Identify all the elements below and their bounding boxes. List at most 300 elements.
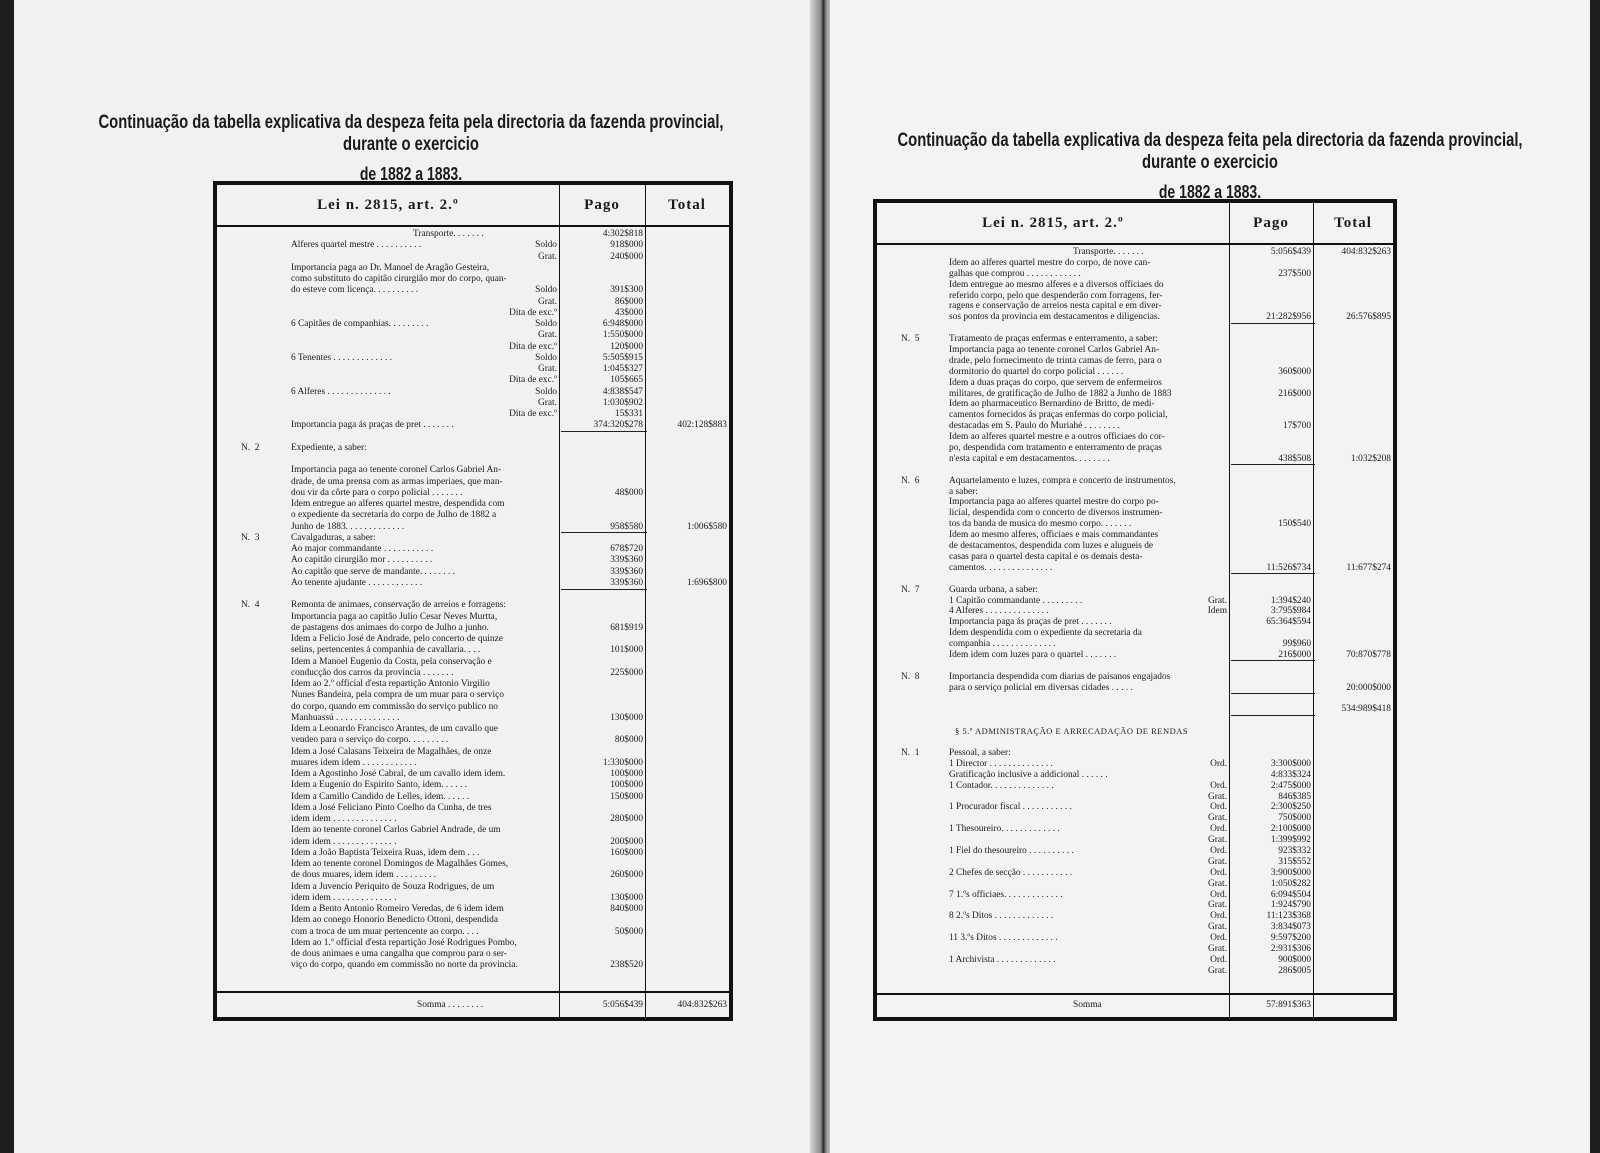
pago-value: 1:045$327	[602, 364, 643, 374]
pago-value: 260$000	[610, 870, 643, 881]
pago-value: 339$360	[610, 566, 643, 577]
item-description: Nunes Bandeira, pela compra de um muar para o serviço	[291, 690, 504, 701]
table-row	[217, 713, 729, 724]
pago-value: 5:056$439	[1270, 247, 1311, 257]
table-row	[877, 606, 1393, 617]
table-row	[217, 814, 729, 825]
pago-value: 6:094$504	[1270, 889, 1311, 900]
left-footer-label: Somma . . . . . . . .	[417, 1000, 484, 1010]
table-row	[877, 966, 1393, 977]
item-description: viço do corpo, quando em commissão no norte da provincia.	[291, 960, 518, 971]
item-description: n'esta capital e em destacamentos. . . . . . . .	[949, 453, 1110, 464]
table-row	[877, 715, 1393, 726]
item-description: Importancia paga ao Dr. Manoel de Aragão Gesteira,	[291, 262, 490, 273]
item-description: Importancia paga ás praças de pret . . . . . . .	[291, 420, 454, 431]
pago-value: 48$000	[614, 487, 643, 498]
right-footer-label: Somma	[1073, 1000, 1102, 1010]
total-value: 1:032$208	[1350, 453, 1391, 464]
item-description: 1 Archivista . . . . . . . . . . . . .	[949, 954, 1056, 965]
table-row	[217, 319, 729, 330]
pago-value: 150$000	[610, 791, 643, 802]
right-header-total: Total	[1334, 215, 1372, 231]
table-row	[877, 443, 1393, 454]
table-row	[217, 443, 729, 454]
total-value: 402:128$883	[677, 420, 727, 431]
item-description: Idem a Bento Antonio Romeiro Veredas, de 6 idem idem	[291, 904, 504, 914]
table-row	[217, 623, 729, 634]
pay-type-label: Ord.	[1210, 954, 1227, 965]
item-description: idem idem . . . . . . . . . . . . . .	[291, 892, 397, 903]
table-row	[217, 263, 729, 274]
item-description: para o serviço policial em diversas cidades . . . . .	[949, 682, 1133, 693]
item-description: Idem ao 1.º official d'esta repartição José Rodrigues Pombo,	[291, 937, 517, 948]
table-row	[877, 312, 1393, 323]
item-description: casas para o quartel desta capital e os demais desta-	[949, 551, 1143, 562]
pago-value: 958$580	[610, 521, 643, 532]
pago-value: 240$000	[610, 251, 643, 262]
item-description: Importancia paga ao capitão Julio Cesar Neves Murtta,	[291, 611, 498, 622]
table-row	[877, 301, 1393, 312]
pago-value: 21:282$956	[1266, 312, 1311, 323]
table-row	[217, 285, 729, 296]
item-description: Guarda urbana, a saber:	[949, 584, 1039, 595]
pay-type-label: Soldo	[535, 240, 557, 251]
table-row	[877, 650, 1393, 661]
table-row	[217, 364, 729, 375]
item-description: Tratamento de praças enfermas e enterramento, a saber:	[949, 334, 1158, 345]
table-row	[877, 933, 1393, 944]
item-description: po, despendida com tratamento e enterramento de praças	[949, 443, 1162, 454]
table-row	[217, 825, 729, 836]
item-description: 1 Capitão commandante . . . . . . . . .	[949, 595, 1083, 606]
pago-value: 923$332	[1278, 845, 1311, 856]
table-row	[217, 859, 729, 870]
item-description: de pastagens dos animaes do corpo de Julho a junho.	[291, 622, 489, 633]
pago-value: 216$000	[1278, 649, 1311, 660]
item-description: companhia . . . . . . . . . . . . . .	[949, 639, 1056, 650]
pago-value: 3:795$984	[1270, 606, 1311, 617]
table-row	[877, 563, 1393, 574]
pay-type-label: Ord.	[1210, 780, 1227, 791]
pago-value: 1:399$992	[1270, 835, 1311, 846]
pago-value: 750$000	[1278, 813, 1311, 824]
table-row	[217, 555, 729, 566]
item-description: dormitorio do quartel do corpo policial . . . . . .	[949, 366, 1124, 377]
table-row	[217, 792, 729, 803]
total-value: 20:000$000	[1346, 682, 1391, 693]
pago-value: 9:597$200	[1270, 933, 1311, 944]
table-row	[877, 367, 1393, 378]
pago-value: 681$919	[610, 622, 643, 633]
table-row	[217, 387, 729, 398]
pago-value: 1:330$000	[602, 757, 643, 768]
pay-type-label: Ord.	[1210, 933, 1227, 944]
item-description: do esteve com licença. . . . . . . . . .	[291, 285, 419, 296]
left-expense-table	[214, 182, 732, 1020]
right-header-law: Lei n. 2815, art. 2.º	[982, 215, 1124, 231]
left-title-line1: Continuação da tabella explicativa da despeza feita pela directoria da fazenda provincial, durante o exercicio	[98, 112, 724, 155]
pay-type-label: Grat.	[1207, 835, 1227, 846]
left-footer-pago: 5:056$439	[602, 1000, 643, 1010]
item-description: 6 Capitães de companhias. . . . . . . . .	[291, 319, 429, 329]
table-row	[877, 345, 1393, 356]
pay-type-label: Soldo	[535, 386, 557, 397]
pago-value: 11:526$734	[1266, 562, 1311, 573]
item-description: vendeo para o serviço do corpo. . . . . . . . .	[291, 735, 449, 746]
pay-type-label: Dita de exc.º	[509, 341, 557, 352]
table-row	[217, 567, 729, 578]
pago-value: 391$300	[610, 285, 643, 296]
item-description: Transporte. . . . . . .	[1073, 247, 1144, 257]
table-row	[877, 781, 1393, 792]
item-description: drade, pelo fornecimento de trinta camas de ferro, para o	[949, 355, 1162, 366]
item-description: Idem a Camillo Candido de Lelles, idem. . . . . .	[291, 791, 470, 802]
pago-value: 6:948$000	[602, 319, 643, 329]
table-row	[217, 465, 729, 476]
item-description: Idem ao tenente coronel Carlos Gabriel Andrade, de um	[291, 825, 501, 836]
table-row	[877, 759, 1393, 770]
pago-value: 1:550$000	[602, 330, 643, 341]
table-row	[877, 389, 1393, 400]
item-description: Idem ao pharmaceutico Bernardino de Britto, de medi-	[949, 399, 1155, 410]
pay-type-label: Grat.	[1207, 813, 1227, 824]
table-row	[877, 596, 1393, 607]
pago-value: 100$000	[610, 780, 643, 791]
pago-value: 15$331	[614, 409, 643, 419]
total-value: 11:677$274	[1346, 562, 1391, 573]
total-value: 70:870$778	[1346, 649, 1391, 660]
table-row	[877, 770, 1393, 781]
item-description: Idem despendida com o expediente da secretaria da	[949, 628, 1142, 639]
item-description: a saber:	[949, 486, 978, 497]
table-row	[877, 508, 1393, 519]
table-row	[217, 398, 729, 409]
item-description: 7 1.ºs officiaes. . . . . . . . . . . . .	[949, 889, 1063, 900]
table-row	[217, 308, 729, 319]
pay-type-label: Grat.	[1207, 900, 1227, 911]
item-description: muares idem idem . . . . . . . . . . . .	[291, 757, 417, 768]
item-description: destacadas em S. Paulo do Muriahé . . . . . . . .	[949, 421, 1120, 432]
item-description: 2 Chefes de secção . . . . . . . . . . .	[949, 867, 1073, 878]
pago-value: 130$000	[610, 712, 643, 723]
table-row	[217, 409, 729, 420]
item-description: Importancia despendida com diarias de paisanos engajados	[949, 671, 1171, 682]
pago-value: 43$000	[614, 307, 643, 318]
item-description: idem idem . . . . . . . . . . . . . .	[291, 814, 397, 824]
item-description: com a troca de um muar pertencente ao corpo. . . .	[291, 926, 479, 937]
item-description: 6 Alferes . . . . . . . . . . . . . .	[291, 386, 391, 397]
table-row	[877, 378, 1393, 389]
table-row	[217, 252, 729, 263]
table-row	[877, 802, 1393, 813]
table-row	[877, 704, 1393, 715]
pago-value: 237$500	[1278, 268, 1311, 279]
table-row	[217, 330, 729, 341]
table-row	[217, 488, 729, 499]
table-row	[877, 541, 1393, 552]
table-row	[217, 454, 729, 465]
item-description: idem idem . . . . . . . . . . . . . .	[291, 836, 397, 847]
table-row	[877, 857, 1393, 868]
table-row	[217, 657, 729, 668]
table-row	[217, 274, 729, 285]
table-row	[877, 639, 1393, 650]
item-description: do corpo, quando em commissão do serviço publico no	[291, 701, 498, 712]
pago-value: 4:838$547	[602, 386, 643, 397]
pay-type-label: Ord.	[1210, 911, 1227, 922]
table-row	[217, 420, 729, 431]
pay-type-label: Grat.	[537, 397, 557, 408]
item-description: 1 Contador. . . . . . . . . . . . . .	[949, 780, 1054, 791]
right-title-line1: Continuação da tabella explicativa da despeza feita pela directoria da fazenda provincial, durante o exercicio	[897, 130, 1523, 173]
left-page-title	[81, 112, 741, 185]
table-row	[217, 927, 729, 938]
left-page	[14, 0, 822, 1153]
table-row	[217, 780, 729, 791]
pago-value: 438$508	[1278, 453, 1311, 464]
table-row	[217, 803, 729, 814]
table-row	[877, 530, 1393, 541]
table-row	[877, 432, 1393, 443]
pago-value: 2:300$250	[1270, 802, 1311, 813]
table-row	[877, 291, 1393, 302]
pay-type-label: Grat.	[537, 296, 557, 307]
pago-value: 130$000	[610, 892, 643, 903]
table-row	[217, 938, 729, 949]
pago-value: 5:505$915	[602, 352, 643, 363]
pago-value: 339$360	[610, 555, 643, 566]
pay-type-label: Soldo	[535, 319, 557, 329]
table-row	[217, 848, 729, 859]
table-row	[877, 792, 1393, 803]
pago-value: 120$000	[610, 341, 643, 352]
table-row	[877, 683, 1393, 694]
item-description: Pessoal, a saber:	[949, 747, 1011, 758]
table-row	[217, 477, 729, 488]
item-number: N. 6	[901, 475, 920, 486]
left-header-total: Total	[668, 197, 706, 213]
total-value: 1:696$800	[686, 577, 727, 588]
pago-value: 315$552	[1278, 856, 1311, 867]
right-table-body	[877, 247, 1393, 976]
total-value: 1:006$580	[686, 521, 727, 532]
left-title-line2: de 1882 a 1883.	[359, 164, 463, 184]
table-row	[217, 949, 729, 960]
item-description: 6 Tenentes . . . . . . . . . . . . .	[291, 352, 392, 363]
item-description: Cavalgaduras, a saber:	[291, 532, 376, 543]
table-row	[877, 476, 1393, 487]
pay-type-label: Grat.	[1207, 595, 1227, 606]
pago-value: 99$960	[1282, 639, 1311, 650]
table-row	[217, 240, 729, 251]
item-description: tos da banda de musica do mesmo corpo. . . . . . .	[949, 519, 1132, 530]
item-description: Remonta de animaes, conservação de arreios e forragens:	[291, 600, 507, 611]
item-number: N. 7	[901, 584, 920, 595]
pago-value: 65:364$594	[1266, 617, 1311, 628]
item-number: N. 4	[241, 600, 260, 611]
item-description: Idem ao 2.º official d'esta repartição Antonio Virgilio	[291, 679, 490, 689]
item-description: 4 Alferes . . . . . . . . . . . . . .	[949, 606, 1049, 617]
left-footer-total: 404:832$263	[677, 1000, 727, 1010]
item-description: licial, despendida com o concerto de diversos instrumen-	[949, 508, 1163, 519]
table-row	[217, 510, 729, 521]
table-row	[877, 334, 1393, 345]
table-row	[217, 915, 729, 926]
table-row	[217, 342, 729, 353]
item-description: Manhuassú . . . . . . . . . . . . . .	[291, 712, 400, 723]
right-header-pago: Pago	[1253, 215, 1289, 231]
item-number: N. 1	[901, 747, 920, 758]
item-number: N. 3	[241, 532, 260, 543]
item-description: Importancia paga ao alferes quartel mestre do corpo po-	[949, 497, 1159, 508]
table-row	[217, 229, 729, 240]
pay-type-label: Grat.	[537, 364, 557, 374]
table-row	[217, 668, 729, 679]
item-number: N. 2	[241, 442, 260, 453]
pay-type-label: Idem	[1207, 606, 1227, 617]
item-description: § 5.º ADMINISTRAÇÃO E ARRECADAÇÃO DE RENDAS	[955, 726, 1189, 737]
table-row	[877, 955, 1393, 966]
item-description: Gratificação inclusive a addicional . . . . . .	[949, 769, 1108, 780]
item-description: referido corpo, pelo que despenderão com forragens, fer-	[949, 290, 1163, 301]
item-description: Idem a Felicio José de Andrade, pelo concerto de quinze	[291, 634, 503, 644]
item-description: Idem ao alferes quartel mestre e a outros officiaes do cor-	[949, 432, 1165, 443]
pay-type-label: Grat.	[1207, 922, 1227, 933]
item-description: Transporte. . . . . . .	[413, 229, 484, 239]
table-row	[877, 824, 1393, 835]
total-value: 534:989$418	[1341, 704, 1391, 715]
table-row	[217, 375, 729, 386]
item-description: Idem entregue ao alferes quartel mestre, despendida com	[291, 499, 505, 509]
table-row	[877, 497, 1393, 508]
pago-value: 1:030$902	[602, 397, 643, 408]
item-description: Ao capitão cirurgião mor . . . . . . . . . .	[291, 555, 433, 566]
pago-value: 840$000	[610, 904, 643, 914]
item-description: 11 3.ºs Ditos . . . . . . . . . . . . .	[949, 933, 1058, 944]
table-row	[877, 628, 1393, 639]
pay-type-label: Grat.	[537, 330, 557, 341]
item-number: N. 5	[901, 334, 920, 345]
pago-value: 200$000	[610, 836, 643, 847]
item-description: Ao major commandante . . . . . . . . . . .	[291, 544, 434, 554]
item-description: Idem a duas praças do corpo, que servem de enfermeiros	[949, 377, 1162, 388]
left-header-law: Lei n. 2815, art. 2.º	[317, 197, 459, 213]
pay-type-label: Grat.	[1207, 791, 1227, 802]
table-row	[217, 645, 729, 656]
table-row	[877, 879, 1393, 890]
item-description: Idem ao conego Honorio Benedicto Ottoni, despendida	[291, 915, 498, 926]
table-row	[877, 280, 1393, 291]
item-description: 1 Fiel do thesoureiro . . . . . . . . . .	[949, 845, 1074, 856]
pay-type-label: Grat.	[537, 251, 557, 262]
item-description: Importancia paga ao tenente coronel Carlos Gabriel An-	[949, 345, 1160, 356]
table-row	[877, 944, 1393, 955]
pago-value: 360$000	[1278, 366, 1311, 377]
table-row	[877, 258, 1393, 269]
table-row	[877, 454, 1393, 465]
pago-value: 900$000	[1278, 954, 1311, 965]
table-row	[877, 247, 1393, 258]
table-row	[217, 893, 729, 904]
item-description: Importancia paga ás praças de pret . . . . . . .	[949, 617, 1112, 628]
item-description: Aquartelamento e luzes, compra e concerto de instrumentos,	[949, 475, 1176, 486]
table-row	[217, 758, 729, 769]
item-description: camentos fornecidos ás praças enfermas do corpo policial,	[949, 410, 1168, 421]
pago-value: 50$000	[614, 926, 643, 937]
pago-value: 105$665	[610, 375, 643, 386]
item-description: Idem ao tenente coronel Domingos de Magalhães Gomes,	[291, 859, 509, 869]
pago-value: 339$360	[610, 577, 643, 588]
table-row	[877, 519, 1393, 530]
pago-value: 3:834$073	[1270, 922, 1311, 933]
pay-type-label: Dita de exc.º	[509, 375, 557, 386]
item-description: Idem idem com luzes para o quartel . . . . . . .	[949, 649, 1117, 660]
total-value: 404:832$263	[1341, 247, 1391, 257]
pago-value: 280$000	[610, 814, 643, 824]
pay-type-label: Dita de exc.º	[509, 409, 557, 419]
left-table-footer	[217, 991, 729, 1019]
table-row	[877, 269, 1393, 280]
table-row	[877, 356, 1393, 367]
pago-value: 286$005	[1278, 965, 1311, 976]
table-row	[877, 465, 1393, 476]
item-description: Idem a Leonardo Francisco Arantes, de um cavallo que	[291, 724, 498, 734]
item-description: Idem a João Baptista Teixeira Ruas, idem dem . . .	[291, 847, 480, 858]
right-expense-table	[874, 200, 1396, 1020]
item-description: Idem ao alferes quartel mestre do corpo, de nove can-	[949, 257, 1151, 268]
item-description: Idem a Eugenio do Espirito Santo, idem. . . . . .	[291, 780, 468, 791]
item-description: Idem a José Calasans Teixeira de Magalhães, de onze	[291, 746, 492, 757]
table-row	[217, 735, 729, 746]
pay-type-label: Ord.	[1210, 824, 1227, 835]
item-description: Ao tenente ajudante . . . . . . . . . . . .	[291, 577, 423, 588]
pago-value: 1:924$790	[1270, 900, 1311, 911]
item-description: Idem a Agostinho José Cabral, de um cavallo idem idem.	[291, 769, 506, 779]
table-row	[217, 702, 729, 713]
item-description: Idem ao mesmo alferes, officiaes e mais commandantes	[949, 530, 1159, 541]
pay-type-label: Grat.	[1207, 878, 1227, 889]
item-description: conducção dos carros da provincia . . . . . . .	[291, 667, 454, 678]
item-description: Idem a José Feliciano Pinto Coelho da Cunha, de tres	[291, 802, 492, 813]
table-row	[877, 835, 1393, 846]
pago-value: 1:050$282	[1270, 878, 1311, 889]
pago-value: 2:475$000	[1270, 780, 1311, 791]
pago-value: 86$000	[614, 296, 643, 307]
table-row	[217, 960, 729, 971]
pago-value: 11:123$368	[1266, 911, 1311, 922]
item-description: de dous muares, idem idem . . . . . . . . .	[291, 870, 437, 881]
pay-type-label: Ord.	[1210, 758, 1227, 769]
pago-value: 918$000	[610, 240, 643, 251]
pay-type-label: Ord.	[1210, 845, 1227, 856]
table-row	[217, 747, 729, 758]
pay-type-label: Soldo	[535, 285, 557, 296]
item-description: 1 Director . . . . . . . . . . . . . .	[949, 758, 1053, 769]
pay-type-label: Grat.	[1207, 965, 1227, 976]
table-row	[217, 882, 729, 893]
item-description: Importancia paga ao tenente coronel Carlos Gabriel An-	[291, 465, 502, 476]
pay-type-label: Soldo	[535, 352, 557, 363]
right-footer-pago: 57:891$363	[1266, 1000, 1311, 1010]
item-description: selins, pertencentes á companhia de cavallaria. . . .	[291, 645, 481, 656]
table-row	[217, 522, 729, 533]
table-row	[877, 911, 1393, 922]
table-row	[877, 574, 1393, 585]
table-row	[217, 432, 729, 443]
pago-value: 3:300$000	[1270, 758, 1311, 769]
total-value: 26:576$895	[1346, 312, 1391, 323]
item-description: de dous animaes e uma cangalha que comprou para o ser-	[291, 949, 507, 959]
